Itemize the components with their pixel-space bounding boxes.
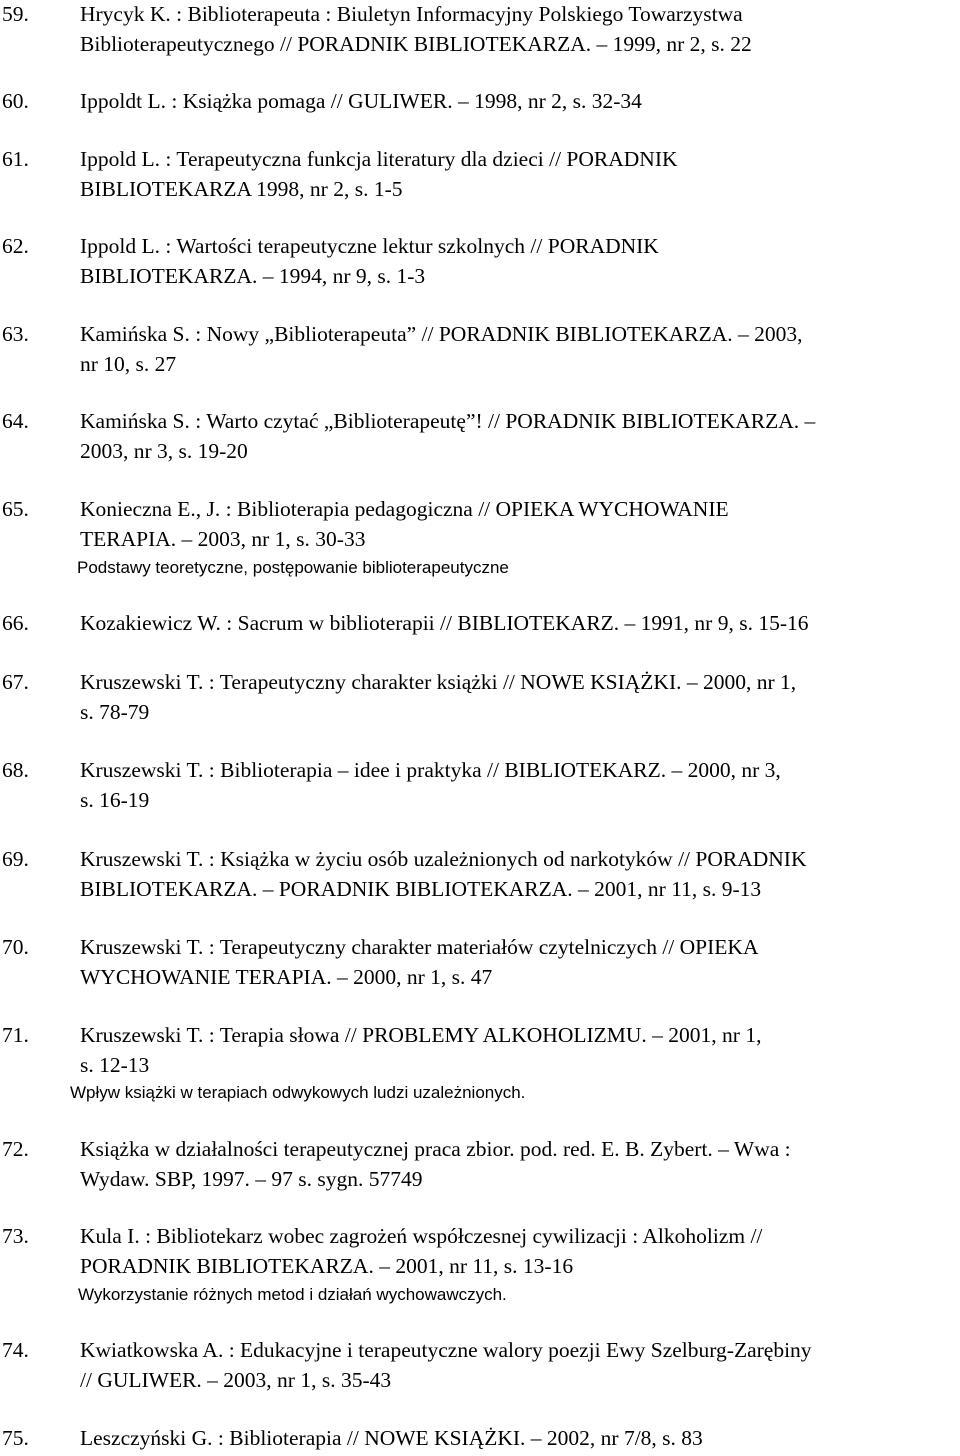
entry-text [80,1021,952,1080]
entry-line: // GULIWER. – 2003, nr 1, s. 35-43 [80,1367,392,1392]
entry-line: BIBLIOTEKARZA. – PORADNIK BIBLIOTEKARZA. – 2001, nr 11, s. 9-13 [80,876,762,901]
entry-number: 64. [2,409,29,433]
entry-line: Wydaw. SBP, 1997. – 97 s. sygn. 57749 [80,1166,423,1191]
entry-text [80,933,952,992]
entry-line: PORADNIK BIBLIOTEKARZA. – 2001, nr 11, s. 13-16 [80,1253,574,1278]
entry-number: 73. [2,1224,29,1248]
entry-text [80,407,952,466]
entry-line: WYCHOWANIE TERAPIA. – 2000, nr 1, s. 47 [80,964,493,989]
entry-annotation: Wpływ książki w terapiach odwykowych ludzi uzależnionych. [70,1083,526,1102]
entry-line: s. 16-19 [80,787,150,812]
entry-text [80,609,952,639]
entry-line: Hrycyk K. : Biblioterapeuta : Biuletyn Informacyjny Polskiego Towarzystwa [80,2,743,26]
entry-text [80,1222,952,1281]
entry-line: Kwiatkowska A. : Edukacyjne i terapeutyczne walory poezji Ewy Szelburg-Zarębiny [80,1338,812,1362]
entry-number: 60. [2,89,29,113]
entry-text [80,1336,952,1395]
entry-line: Książka w działalności terapeutycznej praca zbior. pod. red. E. B. Zybert. – Wwa : [80,1137,791,1161]
entry-line: BIBLIOTEKARZA 1998, nr 2, s. 1-5 [80,176,403,201]
entry-number: 75. [2,1426,29,1450]
entry-text [80,845,952,904]
entry-line: Kruszewski T. : Terapia słowa // PROBLEMY ALKOHOLIZMU. – 2001, nr 1, [80,1023,762,1047]
entry-text [80,668,952,727]
entry-number: 69. [2,847,29,871]
entry-line: Ippold L. : Terapeutyczna funkcja literatury dla dzieci // PORADNIK [80,147,678,171]
entry-text [80,320,952,379]
entry-line: TERAPIA. – 2003, nr 1, s. 30-33 [80,526,366,551]
entry-line: Ippold L. : Wartości terapeutyczne lektur szkolnych // PORADNIK [80,234,659,258]
entry-number: 72. [2,1137,29,1161]
entry-line: Kruszewski T. : Terapeutyczny charakter książki // NOWE KSIĄŻKI. – 2000, nr 1, [80,670,797,694]
entry-line: 2003, nr 3, s. 19-20 [80,438,248,463]
entry-line: Kamińska S. : Nowy „Biblioterapeuta” // PORADNIK BIBLIOTEKARZA. – 2003, [80,322,803,346]
entry-line: s. 78-79 [80,699,150,724]
entry-text [80,0,952,59]
entry-number: 71. [2,1023,29,1047]
entry-line: Ippoldt L. : Książka pomaga // GULIWER. – 1998, nr 2, s. 32-34 [80,89,642,113]
entry-number: 68. [2,758,29,782]
entry-number: 66. [2,611,29,635]
entry-text [80,232,952,291]
entry-text [80,1135,952,1194]
entry-number: 61. [2,147,29,171]
entry-number: 70. [2,935,29,959]
entry-text [80,1424,952,1454]
entry-line: Kruszewski T. : Biblioterapia – idee i praktyka // BIBLIOTEKARZ. – 2000, nr 3, [80,758,781,782]
entry-line: Leszczyński G. : Biblioterapia // NOWE KSIĄŻKI. – 2002, nr 7/8, s. 83 [80,1426,703,1450]
entry-line: Kamińska S. : Warto czytać „Biblioterapeutę”! // PORADNIK BIBLIOTEKARZA. – [80,409,816,433]
entry-line: nr 10, s. 27 [80,351,177,376]
entry-number: 67. [2,670,29,694]
entry-number: 62. [2,234,29,258]
entry-line: Konieczna E., J. : Biblioterapia pedagogiczna // OPIEKA WYCHOWANIE [80,497,729,521]
entry-line: Kruszewski T. : Terapeutyczny charakter materiałów czytelniczych // OPIEKA [80,935,759,959]
entry-number: 59. [2,2,29,26]
entry-line: s. 12-13 [80,1052,150,1077]
entry-text [80,495,952,554]
entry-line: BIBLIOTEKARZA. – 1994, nr 9, s. 1-3 [80,263,426,288]
entry-text [80,756,952,815]
entry-number: 63. [2,322,29,346]
entry-line: Biblioterapeutycznego // PORADNIK BIBLIOTEKARZA. – 1999, nr 2, s. 22 [80,31,752,56]
entry-line: Kozakiewicz W. : Sacrum w biblioterapii // BIBLIOTEKARZ. – 1991, nr 9, s. 15-16 [80,611,809,635]
entry-annotation: Wykorzystanie różnych metod i działań wychowawczych. [78,1285,507,1304]
entry-text [80,87,952,117]
entry-line: Kula I. : Bibliotekarz wobec zagrożeń współczesnej cywilizacji : Alkoholizm // [80,1224,763,1248]
entry-text [80,145,952,204]
entry-line: Kruszewski T. : Książka w życiu osób uzależnionych od narkotyków // PORADNIK [80,847,807,871]
entry-annotation: Podstawy teoretyczne, postępowanie biblioterapeutyczne [77,558,509,577]
entry-number: 65. [2,497,29,521]
entry-number: 74. [2,1338,29,1362]
